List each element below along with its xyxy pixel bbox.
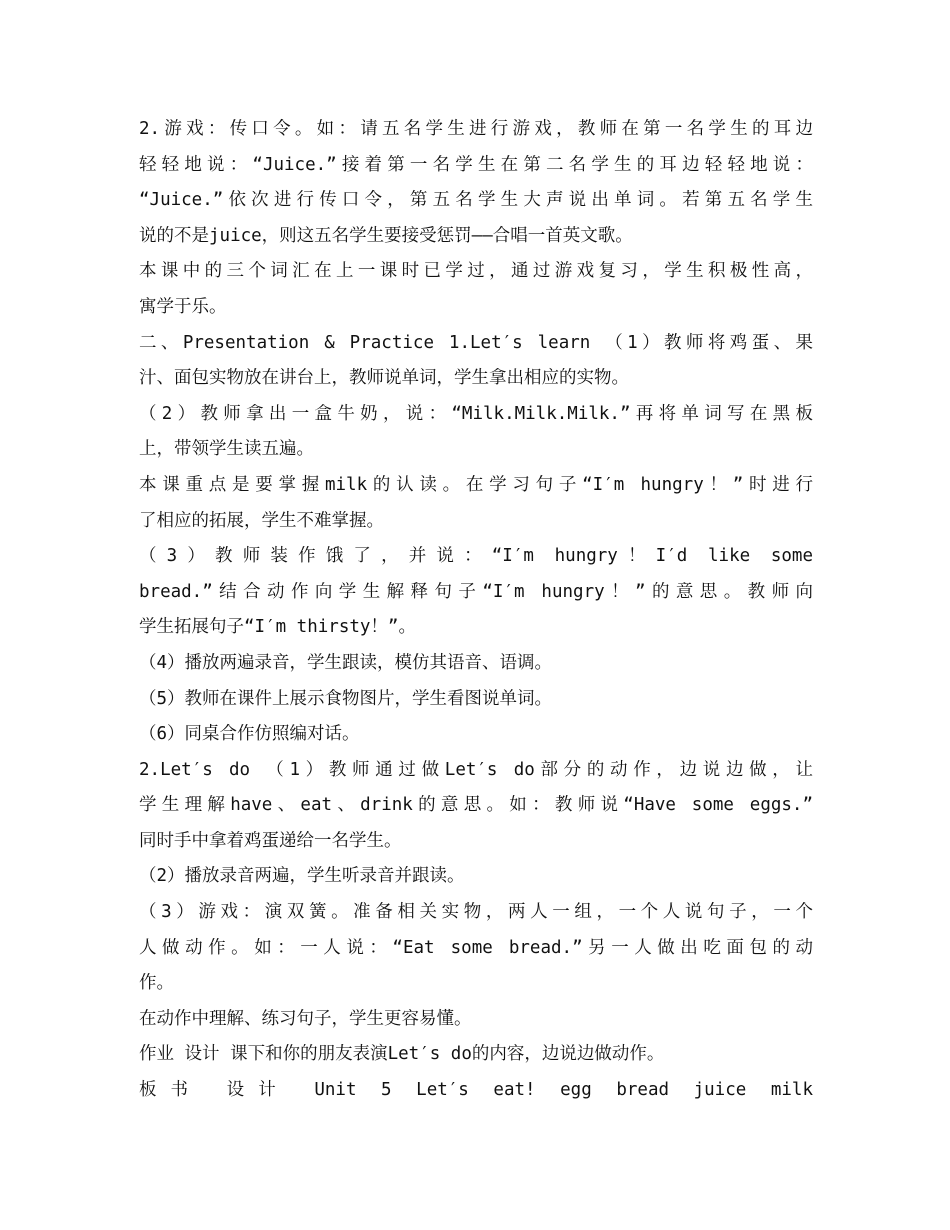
text-line: 说的不是juice，则这五名学生要接受惩罚——合唱一首英文歌。	[139, 225, 633, 246]
text-line: 了相应的拓展，学生不难掌握。	[139, 510, 384, 531]
text-line: 同时手中拿着鸡蛋递给一名学生。	[139, 830, 402, 851]
text-line: 在动作中理解、练习句子，学生更容易懂。	[139, 1008, 472, 1029]
text-line: 学生拓展句子“I′m thirsty！”。	[139, 617, 416, 638]
text-line: 轻轻地说：“Juice.”接着第一名学生在第二名学生的耳边轻轻地说：	[139, 154, 813, 175]
text-line: （6）同桌合作仿照编对话。	[139, 724, 360, 745]
text-line: （5）教师在课件上展示食物图片，学生看图说单词。	[139, 688, 553, 709]
text-line: 汁、面包实物放在讲台上，教师说单词，学生拿出相应的实物。	[139, 368, 629, 389]
text-line: “Juice.”依次进行传口令，第五名学生大声说出单词。若第五名学生	[139, 190, 813, 211]
text-line: 板书 设计 Unit 5 Let′s eat! egg bread juice milk	[139, 1080, 813, 1101]
text-line: 寓学于乐。	[139, 296, 227, 317]
text-line: 本课中的三个词汇在上一课时已学过，通过游戏复习，学生积极性高，	[139, 261, 813, 282]
text-line: （4）播放两遍录音，学生跟读，模仿其语音、语调。	[139, 652, 553, 673]
text-line: （2）播放录音两遍，学生听录音并跟读。	[139, 866, 465, 887]
text-line: bread.”结合动作向学生解释句子“I′m hungry！”的意思。教师向	[139, 581, 813, 602]
text-line: 上，带领学生读五遍。	[139, 439, 314, 460]
text-line: 2.游戏：传口令。如：请五名学生进行游戏，教师在第一名学生的耳边	[139, 119, 813, 139]
text-line: 作业 设计 课下和你的朋友表演Let′s do的内容，边说边做动作。	[139, 1044, 665, 1065]
text-line: （2）教师拿出一盒牛奶，说：“Milk.Milk.Milk.”再将单词写在黑板	[139, 403, 813, 424]
text-line: 本课重点是要掌握milk的认读。在学习句子“I′m hungry！”时进行	[139, 474, 813, 495]
text-line: 学生理解have、eat、drink的意思。如：教师说“Have some eggs.”	[139, 795, 813, 816]
text-line: 二、Presentation & Practice 1.Let′s learn （1）教师将鸡蛋、果	[139, 332, 813, 353]
text-line: 作。	[139, 973, 174, 994]
document-body	[139, 112, 813, 1109]
text-line: （3）教师装作饿了，并说：“I′m hungry！I′d like some	[139, 546, 813, 567]
text-line: 人做动作。如：一人说：“Eat some bread.”另一人做出吃面包的动	[139, 937, 813, 958]
text-line: 2.Let′s do （1）教师通过做Let′s do部分的动作，边说边做，让	[139, 759, 813, 780]
text-line: （3）游戏：演双簧。准备相关实物，两人一组，一个人说句子，一个	[139, 902, 813, 923]
